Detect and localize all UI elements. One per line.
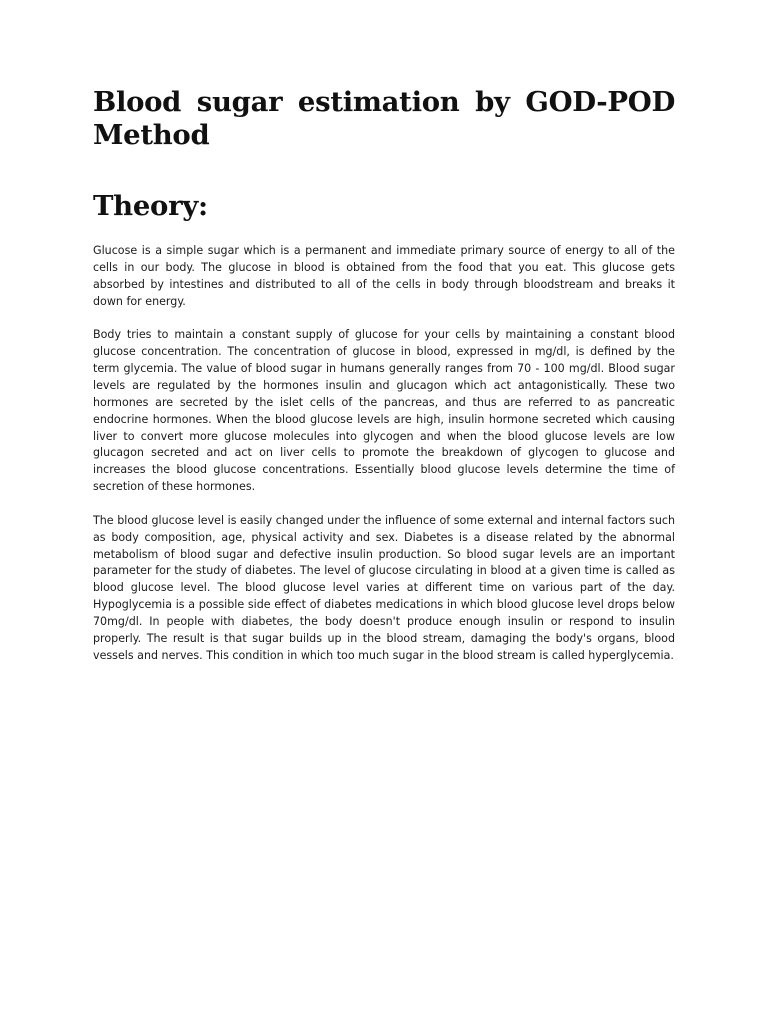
- paragraph-1: Glucose is a simple sugar which is a permanent and immediate primary source of energy to all of the cells in our body. The glucose in blood is obtained from the food that you eat. This glucose gets absorbed by intestines and distributed to all of the cells in body through bloodstream and breaks it down for energy.: [93, 244, 675, 308]
- document-page: [93, 86, 675, 681]
- document-title: Blood sugar estimation by GOD-POD Method: [93, 86, 675, 151]
- paragraph-3: The blood glucose level is easily changed under the influence of some external and internal factors such as body composition, age, physical activity and sex. Diabetes is a disease related by the abnormal metabolism of blood sugar and defective insulin production. So blood sugar levels are an important parameter for the study of diabetes. The level of glucose circulating in blood at a given time is called as blood glucose level. The blood glucose level varies at different time on various part of the day. Hypoglycemia is a possible side effect of diabetes medications in which blood glucose level drops below 70mg/dl. In people with diabetes, the body doesn't produce enough insulin or respond to insulin properly. The result is that sugar builds up in the blood stream, damaging the body's organs, blood vessels and nerves. This condition in which too much sugar in the blood stream is called hyperglycemia.: [93, 513, 675, 662]
- section-heading-theory: Theory:: [93, 190, 208, 222]
- paragraph-2: Body tries to maintain a constant supply of glucose for your cells by maintaining a constant blood glucose concentration. The concentration of glucose in blood, expressed in mg/dl, is defined by the term glycemia. The value of blood sugar in humans generally ranges from 70 - 100 mg/dl. Blood sugar levels are regulated by the hormones insulin and glucagon which act antagonistically. These two hormones are secreted by the islet cells of the pancreas, and thus are referred to as pancreatic endocrine hormones. When the blood glucose levels are high, insulin hormone secreted which causing liver to convert more glucose molecules into glycogen and when the blood glucose levels are low glucagon secreted and act on liver cells to promote the breakdown of glycogen to glucose and increases the blood glucose concentrations. Essentially blood glucose levels determine the time of secretion of these hormones.: [93, 328, 675, 494]
